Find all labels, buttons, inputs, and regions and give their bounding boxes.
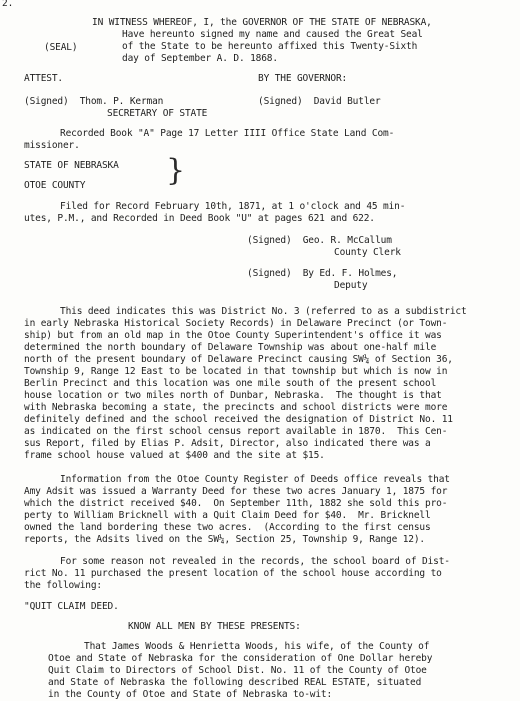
para1-line: sus Report, filed by Elias P. Adsit, Director, also indicated there was a: [24, 438, 431, 449]
para2-line: owned the land bordering these two acres. (According to the first census: [24, 522, 431, 533]
para2-line: perty to William Bricknell with a Quit Claim Deed for $40. Mr. Bricknell: [24, 510, 431, 521]
signed-mccallum: (Signed) Geo. R. McCallum: [247, 235, 392, 246]
recorded-line-2: missioner.: [24, 140, 80, 151]
signed-butler: (Signed) David Butler: [258, 96, 381, 107]
para1-line: north of the present boundary of Delaware Precinct causing SW¼ of Section 36,: [24, 354, 453, 365]
para1-line: This deed indicates this was District No. 3 (referred to as a subdistrict: [60, 306, 467, 317]
secretary-of-state: SECRETARY OF STATE: [107, 108, 208, 119]
para1-line: Township 9, Range 12 East to be located in that township but which is now in: [24, 366, 448, 377]
county-label: OTOE COUNTY: [24, 180, 86, 191]
know-all-heading: KNOW ALL MEN BY THESE PRESENTS:: [128, 621, 301, 632]
para3-line: For some reason not revealed in the records, the school board of Dist-: [60, 556, 450, 567]
para3-line: rict No. 11 purchased the present location of the school house according to: [24, 568, 442, 579]
seal-label: (SEAL): [44, 42, 78, 53]
para4-line: That James Woods & Henrietta Woods, his wife, of the County of: [84, 641, 430, 652]
filed-line-2: utes, P.M., and Recorded in Deed Book "U" at pages 621 and 622.: [24, 213, 375, 224]
para2-line: which the district received $40. On September 11th, 1882 she sold this pro-: [24, 498, 448, 509]
witness-line-4: day of September A. D. 1868.: [122, 53, 278, 64]
para1-line: in early Nebraska Historical Society Records) in Delaware Precinct (or Town-: [24, 318, 448, 329]
brace-glyph: }: [166, 153, 186, 188]
witness-line-3: of the State to be hereunto affixed this Twenty-Sixth: [122, 41, 418, 52]
witness-line-1: IN WITNESS WHEREOF, I, the GOVERNOR OF THE STATE OF NEBRASKA,: [92, 17, 432, 28]
para1-line: as indicated on the first school census report available in 1870. This Cen-: [24, 426, 448, 437]
para1-line: house location or two miles north of Dunbar, Nebraska. The thought is that: [24, 390, 442, 401]
para1-line: with Nebraska becoming a state, the precincts and school districts were more: [24, 402, 448, 413]
quit-claim-title: "QUIT CLAIM DEED.: [24, 601, 119, 612]
state-label: STATE OF NEBRASKA: [24, 160, 119, 171]
para4-line: and State of Nebraska the following described REAL ESTATE, situated: [48, 677, 422, 688]
para4-line: Otoe and State of Nebraska for the consideration of One Dollar hereby: [48, 653, 433, 664]
filed-line-1: Filed for Record February 10th, 1871, at 1 o'clock and 45 min-: [60, 201, 406, 212]
para4-line: in the County of Otoe and State of Nebraska to-wit:: [48, 689, 333, 700]
deputy-title: Deputy: [334, 280, 368, 291]
para4-line: Quit Claim to Directors of School Dist. No. 11 of the County of Otoe: [48, 665, 427, 676]
para1-line: ship) but from an old map in the Otoe County Superintendent's office it was: [24, 330, 442, 341]
para1-line: Berlin Precinct and this location was one mile south of the present school: [24, 378, 437, 389]
para2-line: reports, the Adsits lived on the SW¼, Section 25, Township 9, Range 12).: [24, 534, 426, 545]
para1-line: frame school house valued at $400 and the site at $15.: [24, 450, 325, 461]
page-number: 2.: [2, 0, 14, 9]
signed-kerman: (Signed) Thom. P. Kerman: [24, 96, 164, 107]
para2-line: Amy Adsit was issued a Warranty Deed for these two acres January 1, 1875 for: [24, 486, 448, 497]
attest-label: ATTEST.: [24, 73, 63, 84]
para1-line: definitely defined and the school received the designation of District No. 11: [24, 414, 453, 425]
para1-line: determined the north boundary of Delaware Township was about one-half mile: [24, 342, 437, 353]
para2-line: Information from the Otoe County Register of Deeds office reveals that: [60, 474, 450, 485]
by-governor-label: BY THE GOVERNOR:: [258, 73, 348, 84]
para3-line: the following:: [24, 580, 102, 591]
witness-line-2: Have hereunto signed my name and caused the Great Seal: [122, 29, 423, 40]
signed-holmes: (Signed) By Ed. F. Holmes,: [247, 268, 398, 279]
recorded-line-1: Recorded Book "A" Page 17 Letter IIII Office State Land Com-: [60, 128, 395, 139]
county-clerk-title: County Clerk: [334, 247, 401, 258]
